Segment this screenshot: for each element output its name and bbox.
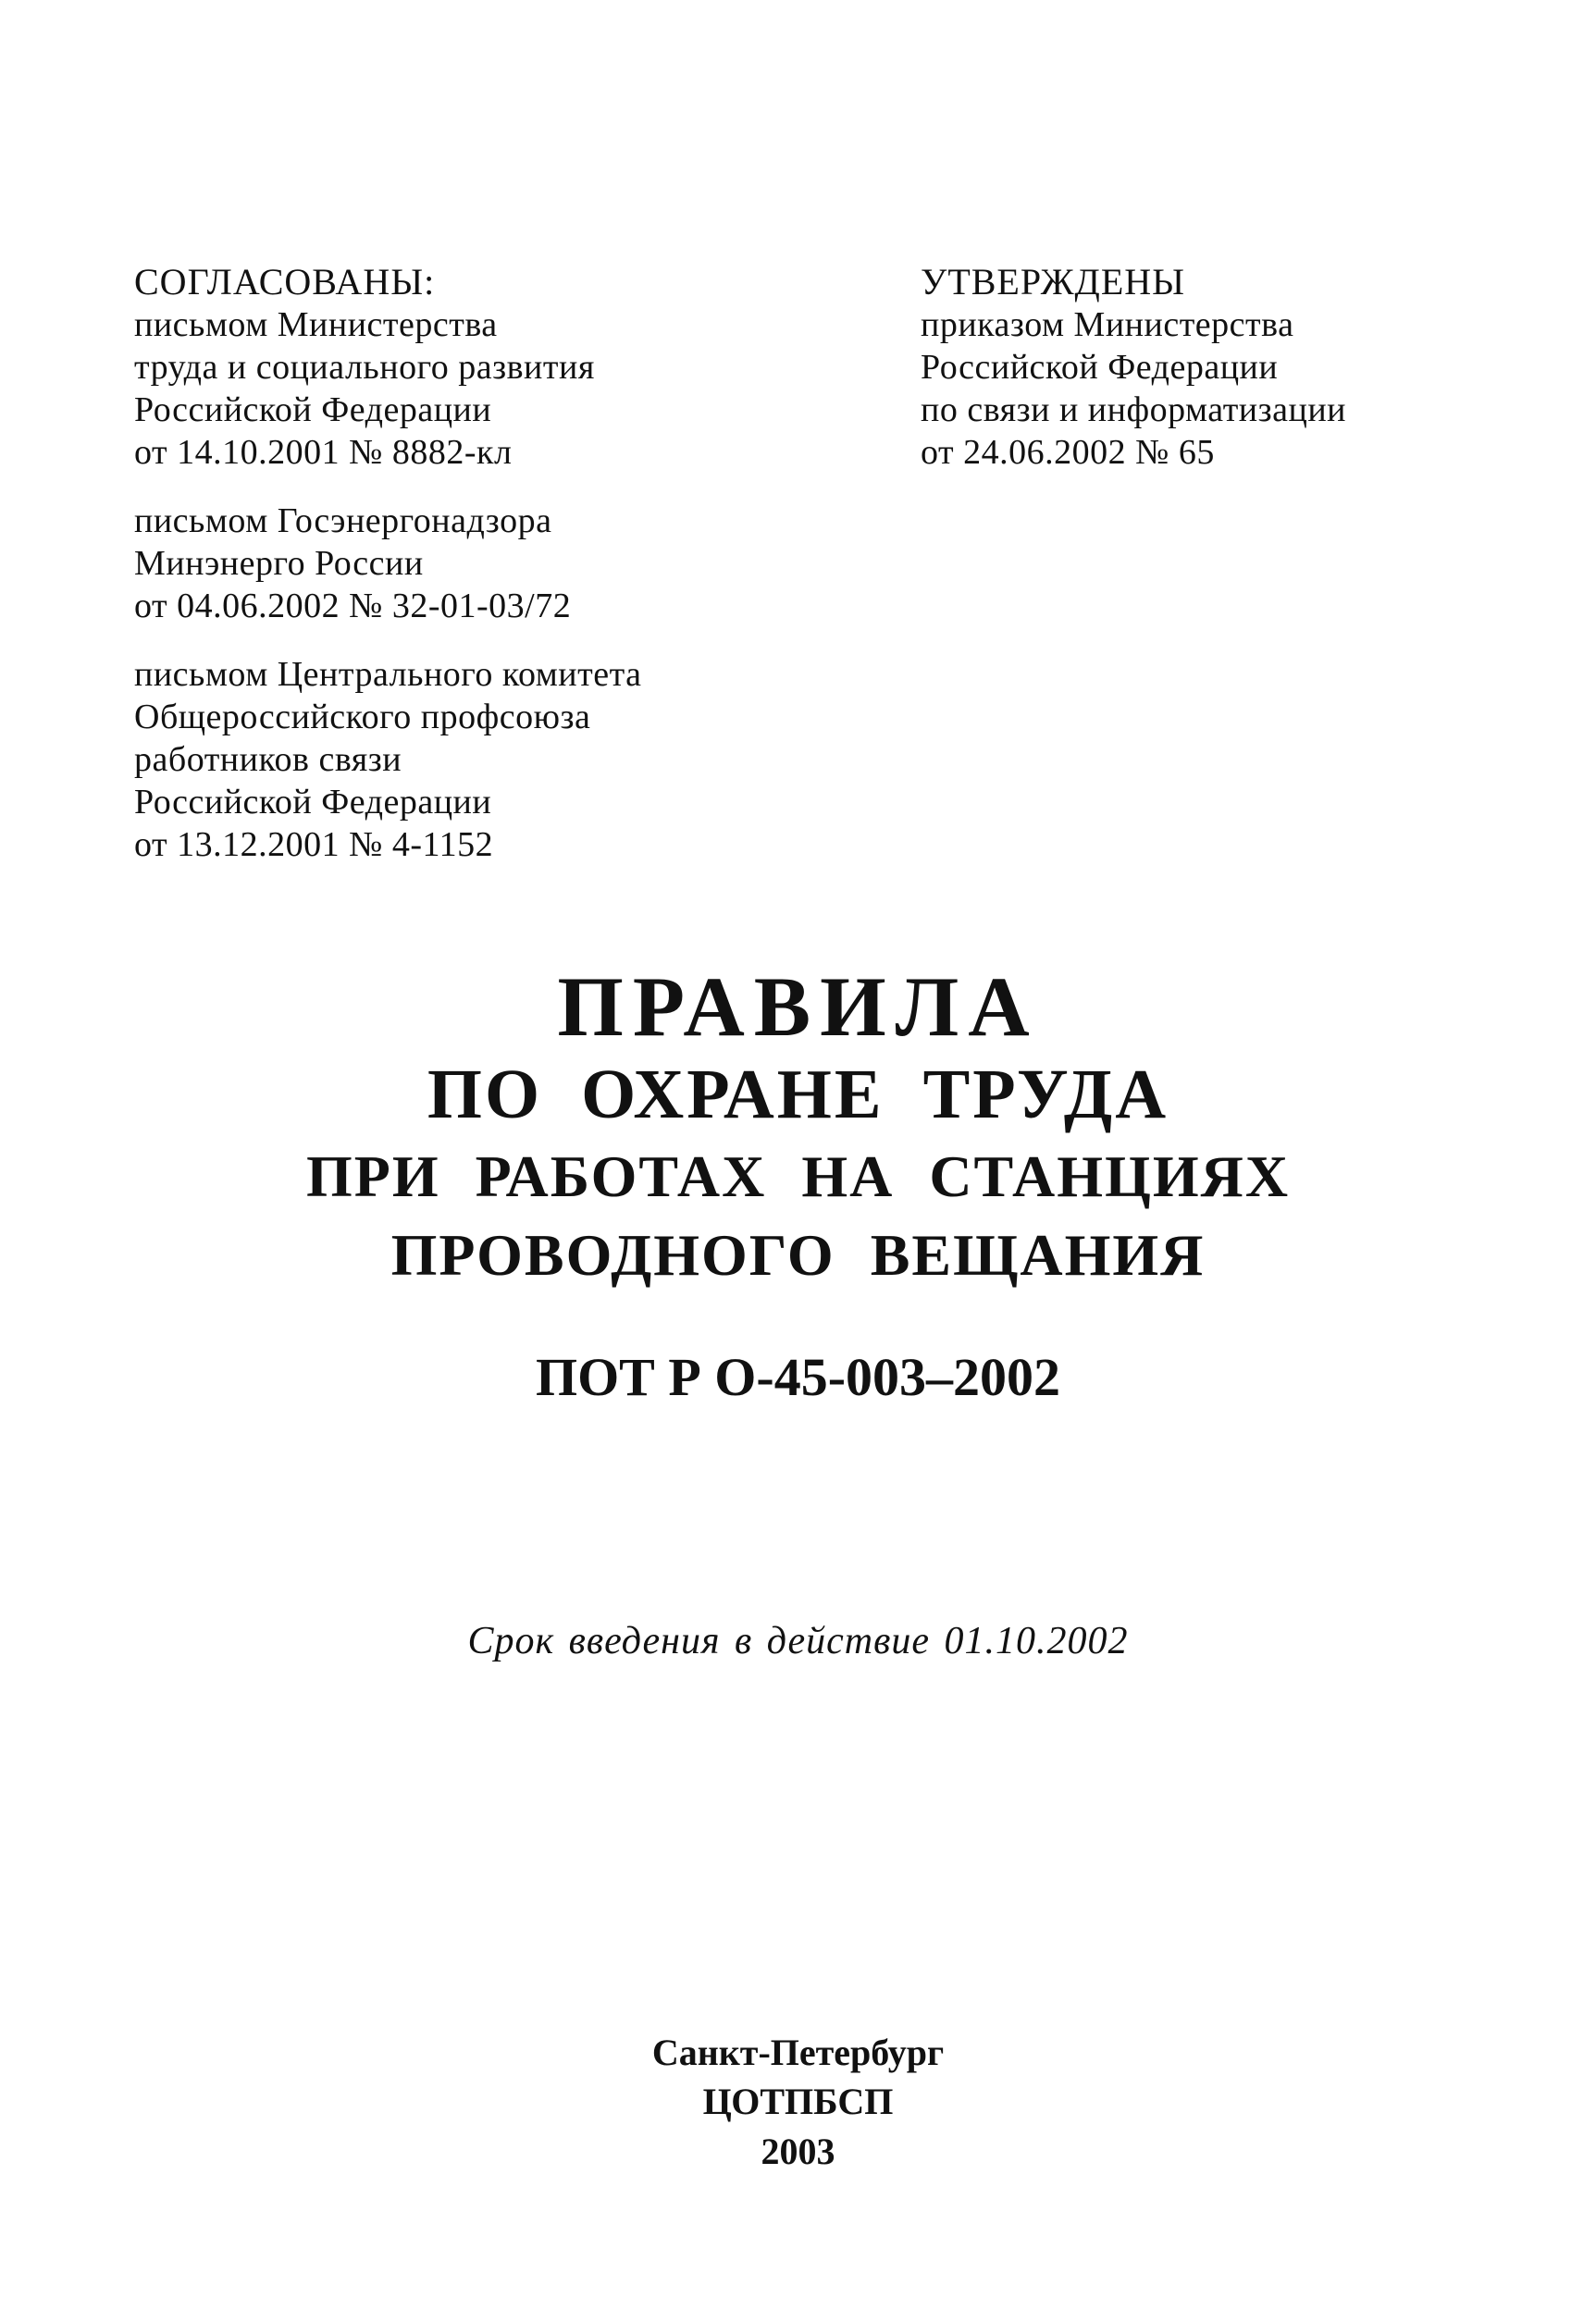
approved-line: от 24.06.2002 № 65	[921, 433, 1215, 472]
imprint-publisher: ЦОТПБСП	[702, 2081, 894, 2122]
agreed-line: работников связи	[134, 740, 402, 779]
agreed-line: письмом Центрального комитета	[134, 655, 642, 694]
agreed-line: письмом Госэнергонадзора	[134, 501, 552, 540]
approved-block	[921, 261, 1513, 474]
agreed-line: от 13.12.2001 № 4-1152	[134, 825, 494, 864]
agreed-line: Российской Федерации	[134, 783, 492, 822]
agreed-line: от 04.06.2002 № 32-01-03/72	[134, 587, 572, 625]
imprint-year: 2003	[761, 2131, 835, 2172]
document-code: ПОТ Р О-45-003–2002	[535, 1347, 1061, 1407]
document-title-line-1: ПРАВИЛА	[557, 959, 1039, 1054]
approved-line: по связи и информатизации	[921, 390, 1347, 429]
agreed-group-ministry-labour	[134, 303, 800, 474]
agreed-line: Минэнерго России	[134, 544, 424, 583]
agreed-group-gosenergonadzor	[134, 500, 800, 627]
document-title-line-4: ПРОВОДНОГО ВЕЩАНИЯ	[390, 1222, 1206, 1288]
approved-line: Российской Федерации	[921, 348, 1279, 387]
approved-line: приказом Министерства	[921, 305, 1294, 344]
agreed-line: Общероссийского профсоюза	[134, 698, 591, 736]
approved-heading: УТВЕРЖДЕНЫ	[921, 261, 1186, 303]
document-title-line-2: ПО ОХРАНЕ ТРУДА	[427, 1056, 1169, 1133]
agreed-line: от 14.10.2001 № 8882-кл	[134, 433, 513, 472]
imprint-city: Санкт-Петербург	[651, 2032, 945, 2073]
agreed-heading: СОГЛАСОВАНЫ:	[134, 261, 436, 303]
effective-date: Срок введения в действие 01.10.2002	[467, 1620, 1129, 1662]
agreed-line: письмом Министерства	[134, 305, 498, 344]
agreed-line: труда и социального развития	[134, 348, 595, 387]
document-title-line-3: ПРИ РАБОТАХ НА СТАНЦИЯХ	[305, 1143, 1291, 1209]
agreed-line: Российской Федерации	[134, 390, 492, 429]
agreed-block	[134, 261, 800, 892]
agreed-group-union-committee	[134, 653, 800, 866]
